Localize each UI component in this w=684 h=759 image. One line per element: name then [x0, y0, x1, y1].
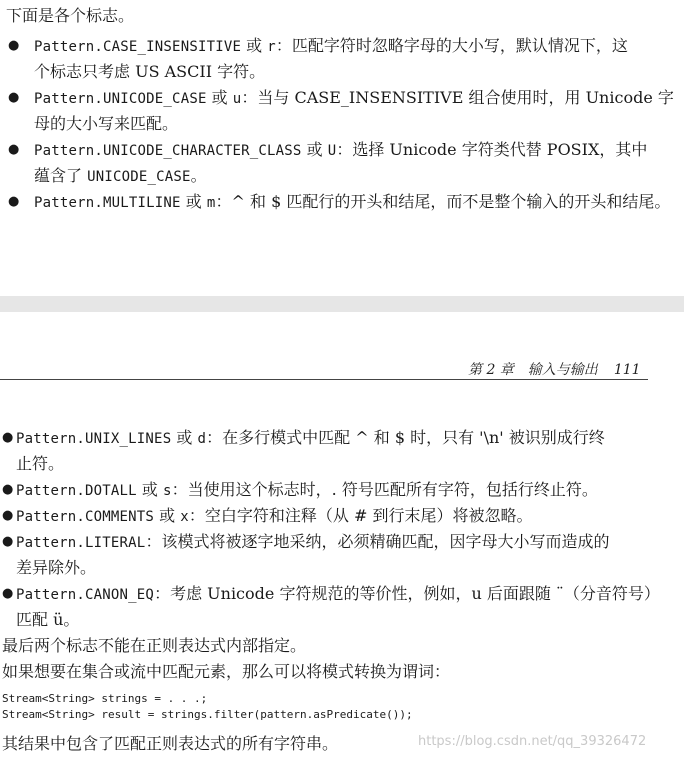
flag-description: ：当与 CASE_INSENSITIVE 组合使用时，用 Unicode 字: [241, 88, 674, 107]
bullet-icon: ●: [2, 534, 14, 549]
bullet-icon: ●: [8, 38, 20, 53]
running-header: [468, 359, 641, 379]
flag-description-cont: 差异除外。: [16, 558, 97, 577]
flag-name: Pattern.LITERAL: [16, 535, 146, 551]
flag-description: ：匹配字符时忽略字母的大小写，默认情况下，这: [275, 36, 628, 55]
header-rule: [0, 379, 648, 380]
list-item: Pattern.UNICODE_CASE 或 u：当与 CASE_INSENSITIVE 组合使用时，用 Unicode 字: [34, 88, 674, 107]
flag-short: r: [267, 39, 276, 55]
list-item: Pattern.UNICODE_CHARACTER_CLASS 或 U：选择 Unicode 字符类代替 POSIX，其中: [34, 140, 648, 159]
list-item: Pattern.MULTILINE 或 m：^ 和 $ 匹配行的开头和结尾，而不是整个输入的开头和结尾。: [34, 192, 671, 211]
list-item: [16, 584, 660, 605]
page-number: 111: [613, 362, 641, 378]
flag-name: Pattern.CANON_EQ: [16, 587, 155, 603]
flag-name: Pattern.UNICODE_CHARACTER_CLASS: [34, 143, 302, 159]
list-item: Pattern.DOTALL 或 s：当使用这个标志时，. 符号匹配所有字符，包括行终止符。: [16, 480, 598, 499]
bullet-icon: ●: [2, 430, 14, 445]
bullet-icon: ●: [2, 482, 14, 497]
flag-short: m: [206, 195, 216, 211]
flag-description-cont: 个标志只考虑 US ASCII 字符。: [34, 62, 266, 81]
flag-description: ：^ 和 $ 匹配行的开头和结尾，而不是整个输入的开头和结尾。: [215, 192, 671, 211]
list-item: Pattern.COMMENTS 或 x：空白字符和注释（从 # 到行末尾）将被忽略。: [16, 506, 533, 525]
flag-short: d: [197, 431, 207, 447]
code-line: Stream<String> result = strings.filter(pattern.asPredicate());: [2, 708, 413, 721]
flag-description: ：选择 Unicode 字符类代替 POSIX，其中: [336, 140, 648, 159]
flag-name: Pattern.UNICODE_CASE: [34, 91, 207, 107]
page-gap: [0, 296, 684, 312]
flag-description-cont: 匹配 ü。: [16, 610, 80, 629]
code-line: Stream<String> strings = . . .;: [2, 692, 208, 705]
flag-short: s: [163, 483, 172, 499]
list-item: [16, 532, 609, 553]
list-item: Pattern.CASE_INSENSITIVE 或 r：匹配字符时忽略字母的大小写，默认情况下，这: [34, 36, 628, 55]
paragraph: 其结果中包含了匹配正则表达式的所有字符串。: [2, 734, 339, 753]
watermark-text: https://blog.csdn.net/qq_39326472: [418, 734, 647, 749]
intro-text: 下面是各个标志。: [6, 6, 135, 25]
chapter-title: 第 2 章 输入与输出: [468, 362, 598, 378]
flag-name: Pattern.MULTILINE: [34, 195, 181, 211]
bullet-icon: ●: [8, 90, 20, 105]
flag-description: ：在多行模式中匹配 ^ 和 $ 时，只有 '\n' 被识别成行终: [206, 428, 605, 447]
flag-short: u: [232, 91, 242, 107]
bullet-icon: ●: [8, 142, 20, 157]
bullet-icon: ●: [2, 586, 14, 601]
paragraph: 最后两个标志不能在正则表达式内部指定。: [2, 636, 307, 655]
flag-description: ：考虑 Unicode 字符规范的等价性，例如，u 后面跟随 ¨（分音符号）: [154, 584, 660, 603]
flag-description: ：空白字符和注释（从 # 到行末尾）将被忽略。: [188, 506, 533, 525]
flag-description-cont: 止符。: [16, 454, 65, 473]
flag-name: Pattern.CASE_INSENSITIVE: [34, 39, 242, 55]
paragraph: 如果想要在集合或流中匹配元素，那么可以将模式转换为谓词：: [2, 662, 451, 681]
list-item: Pattern.UNIX_LINES 或 d：在多行模式中匹配 ^ 和 $ 时，只有 '\n' 被识别成行终: [16, 428, 605, 447]
flag-name: Pattern.COMMENTS: [16, 509, 155, 525]
flag-description: ：当使用这个标志时，. 符号匹配所有字符，包括行终止符。: [171, 480, 598, 499]
flag-description: ：该模式将被逐字地采纳，必须精确匹配，因字母大小写而造成的: [145, 532, 610, 551]
bullet-icon: ●: [8, 194, 20, 209]
flag-name: Pattern.DOTALL: [16, 483, 137, 499]
flag-short: U: [327, 143, 337, 159]
flag-name: Pattern.UNIX_LINES: [16, 431, 172, 447]
bullet-icon: ●: [2, 508, 14, 523]
flag-description-cont: 母的大小写来匹配。: [34, 114, 179, 133]
top-page: [0, 0, 684, 296]
flag-description-cont: 蕴含了 UNICODE_CASE。: [34, 166, 207, 185]
flag-short: x: [180, 509, 189, 525]
